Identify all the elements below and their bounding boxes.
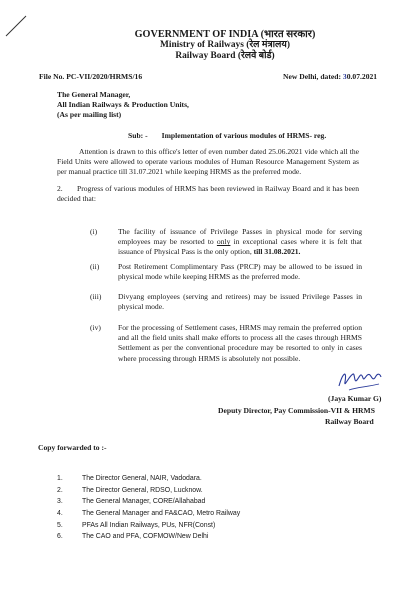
paragraph-1: Attention is drawn to this office's letter of even number dated 25.06.2021 vide which all the Field Units were allowed to operate various modules of Human Resource Management System as per manual practice till 31.07.2021 while keeping HRMS as the preferred mode.	[57, 147, 359, 177]
list-item: 3. The General Manager, CORE/Allahabad	[57, 498, 206, 506]
letter-date: New Delhi, dated: 30.07.2021	[283, 72, 378, 81]
pen-mark	[4, 14, 28, 38]
list-item: 6. The CAO and PFA, COFMOW/New Delhi	[57, 533, 209, 541]
item-text: Post Retirement Complimentary Pass (PRCP) may be allowed to be issued in physical mode while keeping HRMS as the preferred mode.	[118, 262, 362, 282]
paragraph-number: 2.	[57, 184, 63, 193]
signatory-office: Railway Board	[325, 417, 374, 426]
signatory-designation: Deputy Director, Pay Commission-VII & HRMS	[218, 406, 375, 415]
addressee-line: The General Manager,	[57, 90, 131, 99]
list-item: 4. The General Manager and FA&CAO, Metro Railway	[57, 510, 241, 518]
header-ministry: Ministry of Railways (रेल मंत्रालय)	[160, 40, 290, 50]
item-number: (i)	[90, 227, 98, 236]
paragraph-2-text: Progress of various modules of HRMS has been reviewed in Railway Board and it has been decided that:	[57, 184, 359, 204]
subject-label: Sub: -	[128, 131, 148, 140]
item-number: (iv)	[90, 323, 101, 332]
addressee-line: (As per mailing list)	[57, 110, 122, 119]
handwritten-digit: 3	[342, 72, 347, 81]
subject-line	[128, 131, 326, 140]
copy-forwarded-list	[57, 473, 240, 543]
file-number: File No. PC-VII/2020/HRMS/16	[39, 72, 143, 81]
item-text: The facility of issuance of Privilege Passes in physical mode for serving employees may be resorted to only in exceptional cases where it is felt that issuance of Physical Pass is the only option, till 31.08.2021.	[118, 227, 362, 257]
item-text: For the processing of Settlement cases, HRMS may remain the preferred option and all the field units shall make efforts to process all the cases through HRMS Settlement as per the conventional procedure may be resorted to only in cases where processing through HRMS is absolutely not possible.	[118, 323, 362, 363]
item-number: (iii)	[90, 292, 102, 301]
addressee-line: All Indian Railways & Production Units,	[57, 100, 189, 109]
subject-text: Implementation of various modules of HRMS- reg.	[161, 131, 327, 140]
signature	[335, 366, 383, 394]
header-government: GOVERNMENT OF INDIA (भारत सरकार)	[134, 29, 316, 40]
item-number: (ii)	[90, 262, 100, 271]
item-text: Divyang employees (serving and retirees) may be issued Privilege Passes in physical mode.	[118, 292, 362, 312]
copy-forwarded-label: Copy forwarded to :-	[38, 443, 107, 452]
list-item: 2. The Director General, RDSO, Lucknow.	[57, 486, 203, 494]
list-item: 5. PFAs All Indian Railways, PUs, NFR(Const)	[57, 521, 216, 529]
header-board: Railway Board (रेलवे बोर्ड)	[175, 51, 275, 61]
list-item: 1. The Director General, NAIR, Vadodara.	[57, 475, 202, 482]
paragraph-2	[57, 184, 359, 204]
signatory-name: (Jaya Kumar G)	[328, 394, 382, 403]
